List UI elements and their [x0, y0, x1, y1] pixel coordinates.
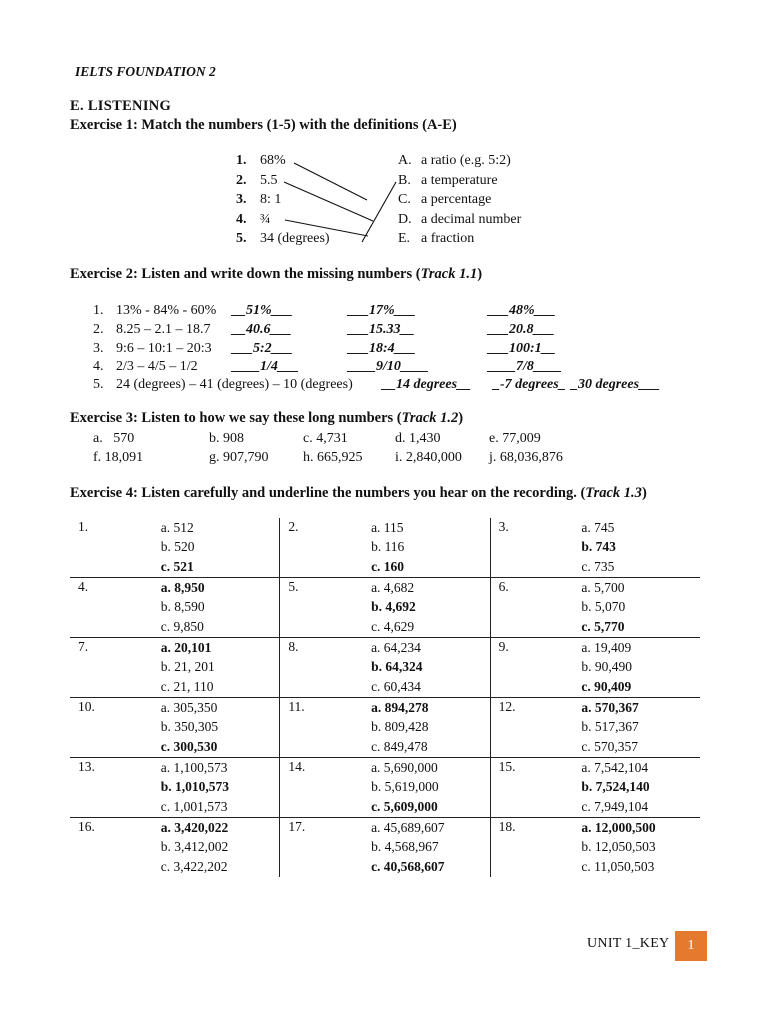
- answer-option: c. 4,629: [371, 618, 415, 634]
- ex2-row: 5. 24 (degrees) – 41 (degrees) – 10 (degrees) __14 degrees__ _-7 degrees_ _30 degrees___: [93, 377, 661, 392]
- answer-option: a. 115: [371, 520, 404, 535]
- question-number: 12.: [498, 699, 516, 714]
- answer-option-selected: a. 20,101: [160, 640, 212, 655]
- answer-options: [161, 818, 280, 878]
- question-number: 9.: [498, 639, 509, 654]
- answer-option: a. 5,690,000: [371, 760, 438, 775]
- answer-option: c. 21, 110: [160, 678, 214, 694]
- answer-option: a. 512: [160, 520, 194, 535]
- question-number: 13.: [78, 759, 95, 774]
- answer-option: b. 5,070: [581, 599, 626, 615]
- answer-options: [371, 638, 490, 698]
- ex3-item: d. 1,430: [395, 431, 441, 446]
- answer-option-selected: b. 4,692: [371, 599, 416, 615]
- answer-options: [581, 758, 700, 818]
- answer-option: c. 7,949,104: [581, 798, 649, 814]
- question-number: 17.: [288, 819, 306, 834]
- ex3-item: g. 907,790: [209, 450, 269, 465]
- question-number: 8.: [288, 639, 299, 654]
- answer-option-selected: b. 7,524,140: [581, 779, 650, 795]
- answer-option: b. 21, 201: [160, 659, 215, 675]
- answer-option: b. 116: [371, 539, 405, 555]
- question-number: 4.: [78, 579, 89, 594]
- answer-option: c. 60,434: [371, 678, 421, 694]
- answer-option: b. 809,428: [371, 719, 429, 735]
- answer-option-selected: a. 894,278: [371, 700, 429, 715]
- answer-option: a. 45,689,607: [371, 820, 445, 835]
- answer-option: a. 19,409: [581, 640, 632, 655]
- ex3-item: i. 2,840,000: [395, 450, 462, 465]
- ex1-matching-lines: [0, 0, 768, 300]
- question-number: 5.: [288, 579, 299, 594]
- answer-option: a. 1,100,573: [160, 760, 228, 775]
- answer-option: b. 5,619,000: [371, 779, 439, 795]
- table-row: [70, 698, 700, 758]
- ex2-row: 2. 8.25 – 2.1 – 18.7 __40.6___ ___15.33__ ___20.8___: [93, 322, 555, 337]
- answer-option-selected: c. 521: [160, 558, 194, 574]
- table-row: [70, 758, 700, 818]
- answer-option: b. 520: [160, 539, 195, 555]
- table-row: [70, 638, 700, 698]
- question-number: 18.: [498, 819, 516, 834]
- answer-option: c. 1,001,573: [160, 798, 228, 814]
- answer-option-selected: c. 90,409: [581, 678, 632, 694]
- question-number: 14.: [288, 759, 306, 774]
- answer-option-selected: c. 40,568,607: [371, 858, 445, 874]
- ex2-row: 1. 13% - 84% - 60% __51%___ ___17%___ ___48%___: [93, 303, 556, 318]
- footer-unit-label: UNIT 1_KEY: [587, 936, 670, 951]
- ex3-item: f. 18,091: [93, 450, 144, 465]
- answer-options: [581, 518, 700, 578]
- exercise-3-title: Exercise 3: Listen to how we say these long numbers (Track 1.2): [70, 410, 464, 426]
- answer-option: b. 4,568,967: [371, 839, 439, 855]
- question-number: 16.: [78, 819, 95, 834]
- answer-option: a. 5,700: [581, 580, 625, 595]
- ex3-item: b. 908: [209, 431, 244, 446]
- answer-option: b. 517,367: [581, 719, 639, 735]
- answer-option-selected: a. 12,000,500: [581, 820, 656, 835]
- answer-option: b. 12,050,503: [581, 839, 656, 855]
- answer-option-selected: b. 1,010,573: [160, 779, 229, 795]
- answer-option: c. 570,357: [581, 738, 639, 754]
- answer-options: [581, 818, 700, 878]
- answer-option-selected: c. 160: [371, 558, 405, 574]
- answer-option: b. 8,590: [160, 599, 205, 615]
- answer-option-selected: a. 3,420,022: [160, 820, 229, 835]
- page-number-badge: 1: [675, 931, 707, 961]
- answer-options: [371, 578, 490, 638]
- question-number: 15.: [498, 759, 516, 774]
- answer-option: c. 3,422,202: [160, 858, 228, 874]
- answer-option: c. 849,478: [371, 738, 428, 754]
- answer-option: a. 305,350: [160, 700, 218, 715]
- ex3-item: a. 570: [93, 431, 135, 446]
- exercise-4-table-body: [70, 518, 700, 877]
- ex3-item: e. 77,009: [489, 431, 541, 446]
- answer-option: c. 9,850: [160, 618, 204, 634]
- answer-options: [371, 518, 490, 578]
- answer-option: b. 3,412,002: [160, 839, 229, 855]
- section-title: E. LISTENING: [70, 98, 172, 114]
- answer-option: a. 64,234: [371, 640, 421, 655]
- answer-options: [581, 638, 700, 698]
- answer-option-selected: c. 300,530: [160, 738, 218, 754]
- answer-option: a. 745: [581, 520, 615, 535]
- exercise-4-table: [70, 518, 700, 877]
- answer-options: [161, 518, 280, 578]
- answer-option: c. 735: [581, 558, 615, 574]
- answer-option-selected: a. 8,950: [160, 580, 205, 595]
- answer-option-selected: c. 5,609,000: [371, 798, 438, 814]
- answer-options: [371, 818, 490, 878]
- table-row: [70, 578, 700, 638]
- exercise-4-title: Exercise 4: Listen carefully and underline the numbers you hear on the recording. (Track 1.3): [70, 485, 647, 501]
- answer-option-selected: b. 743: [581, 539, 616, 555]
- question-number: 10.: [78, 699, 95, 714]
- question-number: 3.: [498, 519, 509, 534]
- answer-option: a. 7,542,104: [581, 760, 649, 775]
- ex3-row: [93, 429, 693, 448]
- answer-option: c. 11,050,503: [581, 858, 655, 874]
- ex3-row: [93, 448, 693, 467]
- answer-options: [371, 698, 490, 758]
- answer-options: [161, 578, 280, 638]
- answer-option: a. 4,682: [371, 580, 415, 595]
- answer-options: [371, 758, 490, 818]
- ex3-item: h. 665,925: [303, 450, 363, 465]
- answer-options: [581, 578, 700, 638]
- exercise-2-title: Exercise 2: Listen and write down the missing numbers (Track 1.1): [70, 266, 483, 282]
- answer-option-selected: b. 64,324: [371, 659, 423, 675]
- exercise-1-title: Exercise 1: Match the numbers (1-5) with the definitions (A-E): [70, 117, 457, 133]
- ex3-item: j. 68,036,876: [489, 450, 563, 465]
- question-number: 2.: [288, 519, 299, 534]
- answer-options: [161, 698, 280, 758]
- question-number: 11.: [288, 699, 305, 714]
- table-row: [70, 818, 700, 878]
- answer-option: b. 90,490: [581, 659, 633, 675]
- answer-option: b. 350,305: [160, 719, 219, 735]
- question-number: 7.: [78, 639, 89, 654]
- answer-option-selected: c. 5,770: [581, 618, 625, 634]
- answer-options: [581, 698, 700, 758]
- question-number: 1.: [78, 519, 89, 534]
- table-row: [70, 518, 700, 578]
- ex2-row: 4. 2/3 – 4/5 – 1/2 ____1/4___ ____9/10____ ____7/8____: [93, 359, 562, 374]
- answer-options: [161, 638, 280, 698]
- ex2-row: 3. 9:6 – 10:1 – 20:3 ___5:2___ ___18:4___ ___100:1__: [93, 341, 556, 356]
- question-number: 6.: [498, 579, 509, 594]
- ex3-item: c. 4,731: [303, 431, 348, 446]
- answer-option-selected: a. 570,367: [581, 700, 639, 715]
- document-header: IELTS FOUNDATION 2: [75, 64, 216, 79]
- answer-options: [161, 758, 280, 818]
